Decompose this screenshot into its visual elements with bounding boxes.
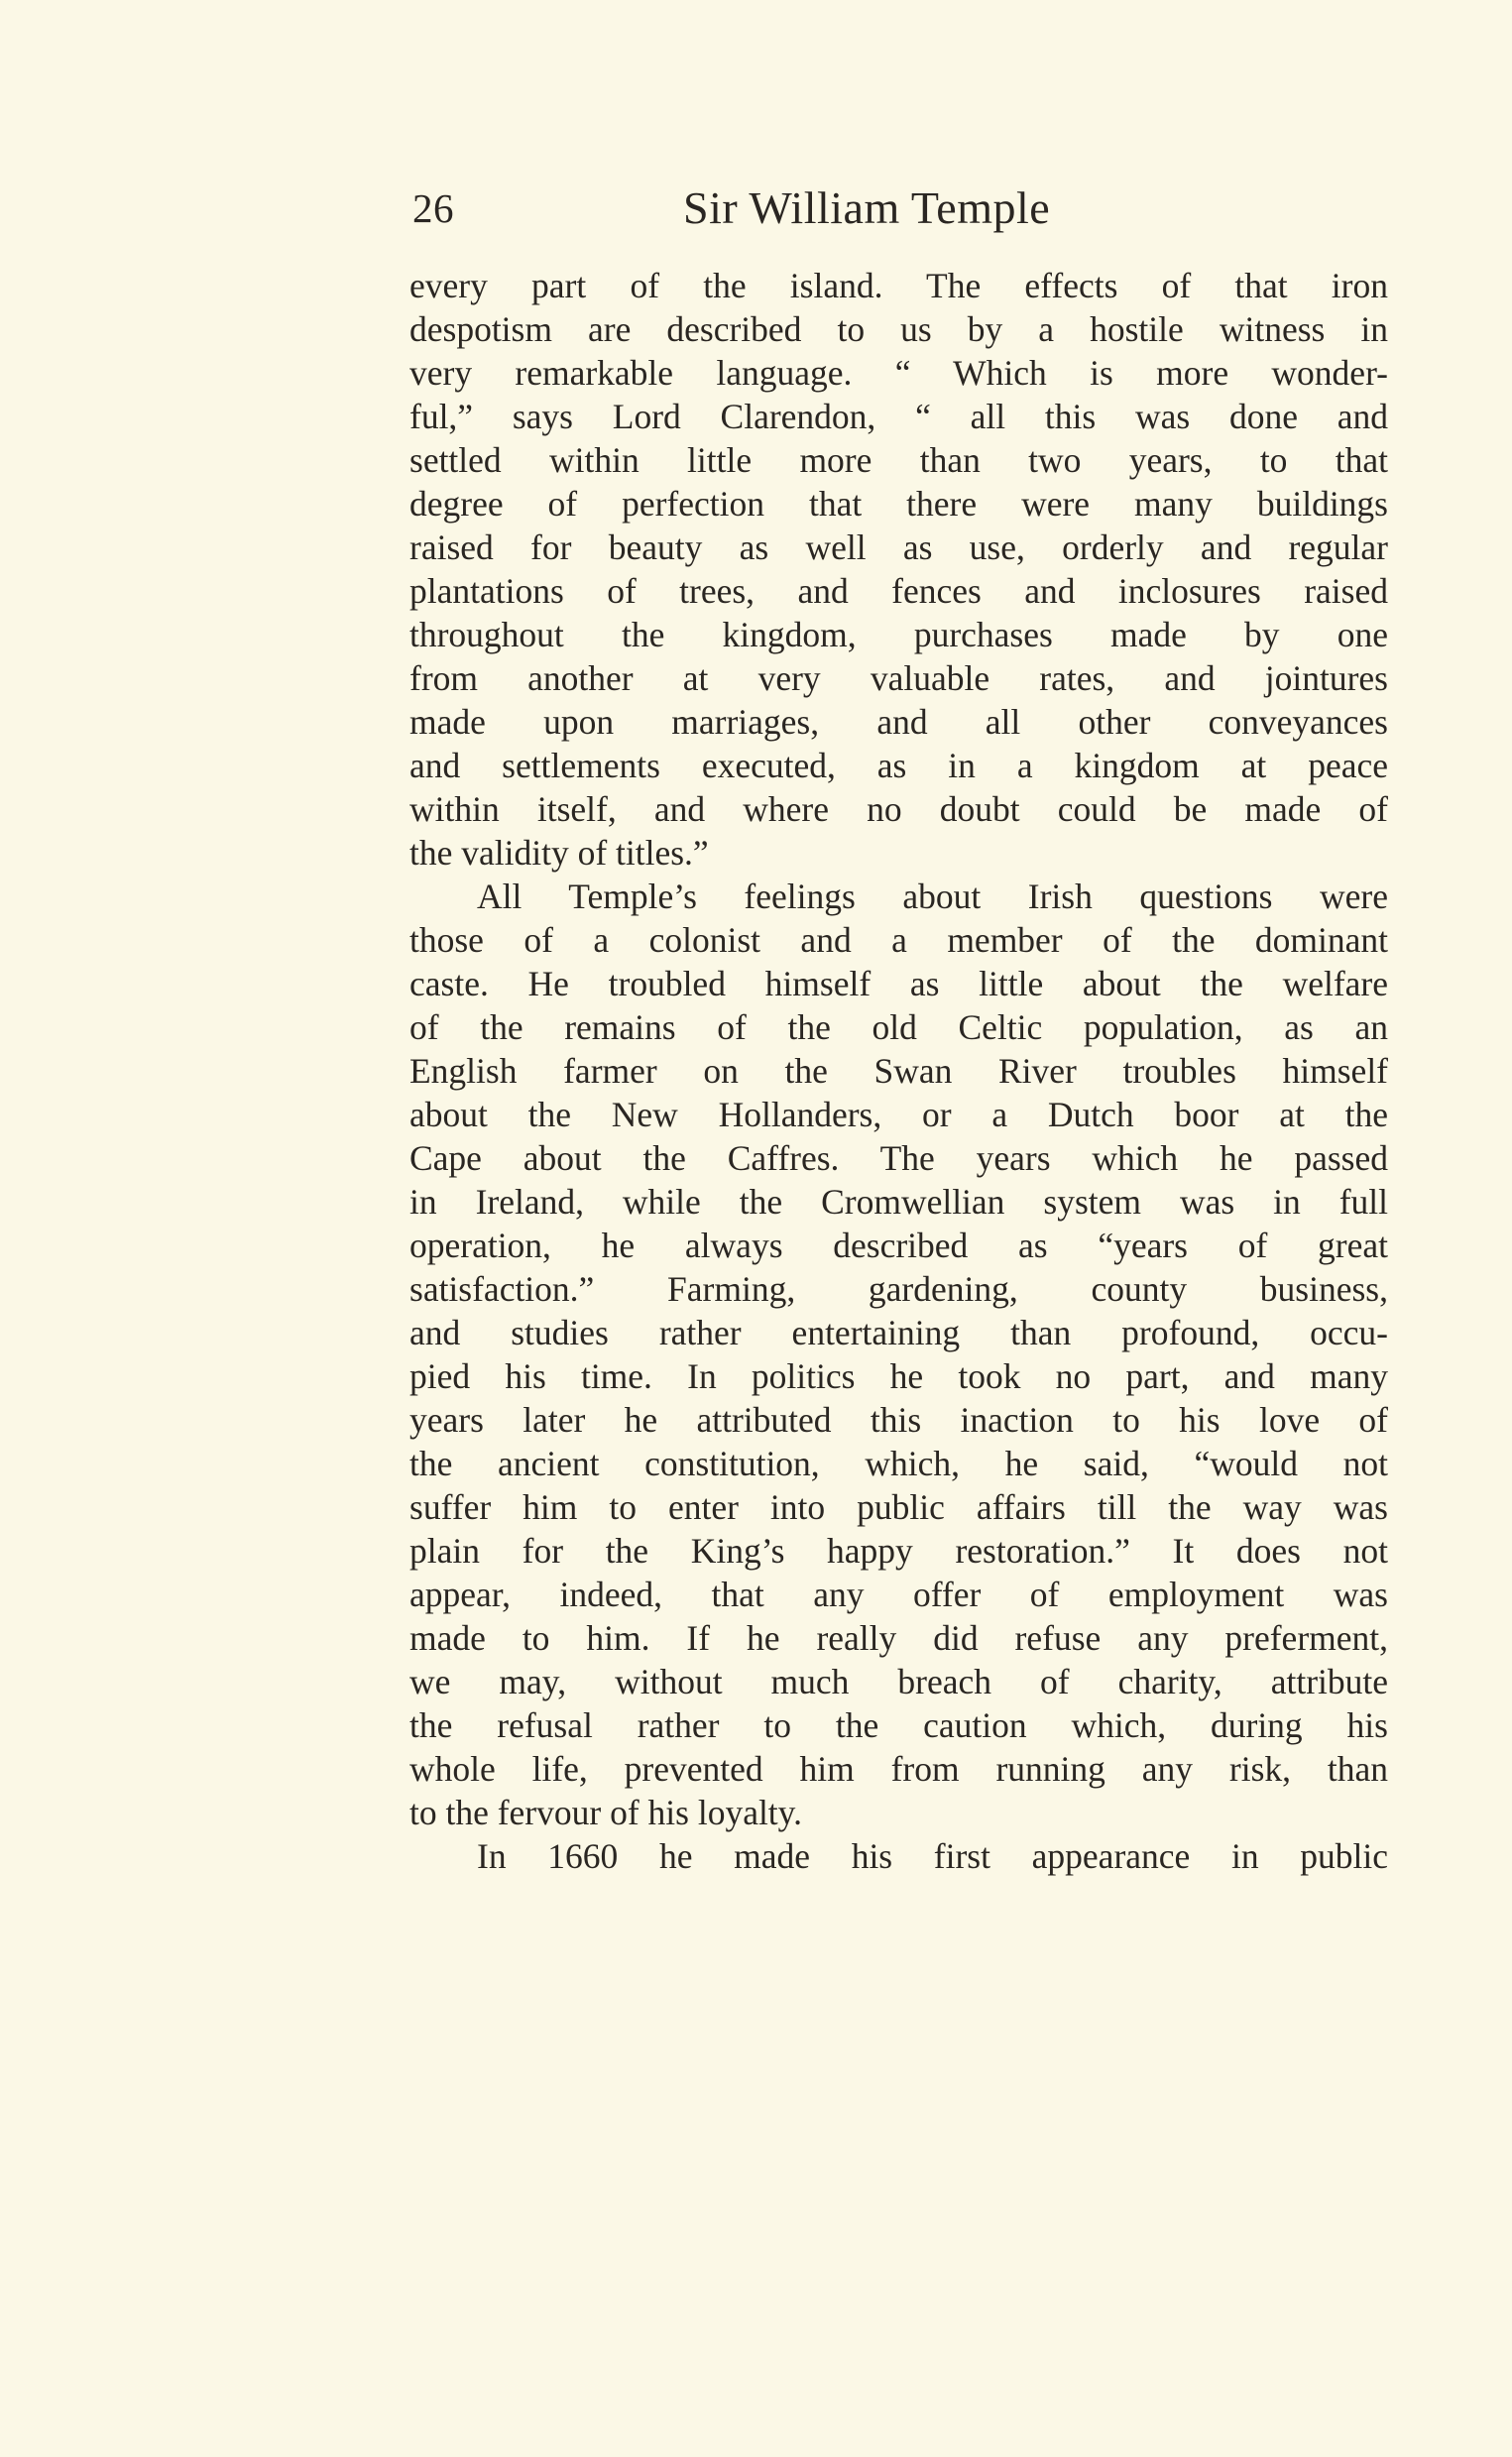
text-line: those of a colonist and a member of the dominant (409, 920, 1388, 960)
text-line: despotism are described to us by a hostile witness in (409, 309, 1388, 349)
text-line: throughout the kingdom, purchases made by one (409, 615, 1388, 654)
text-line: In 1660 he made his first appearance in public (477, 1836, 1388, 1876)
page-header (412, 178, 1384, 238)
text-line: plantations of trees, and fences and inclosures raised (409, 571, 1388, 611)
text-line: operation, he always described as “years of great (409, 1226, 1388, 1265)
text-line: caste. He troubled himself as little about the welfare (409, 964, 1388, 1003)
text-line: of the remains of the old Celtic population, as an (409, 1007, 1388, 1047)
text-line: to the fervour of his loyalty. (409, 1793, 802, 1832)
text-line: in Ireland, while the Cromwellian system was in full (409, 1182, 1388, 1222)
text-line: plain for the King’s happy restoration.” It does not (409, 1531, 1388, 1571)
page-number: 26 (412, 185, 454, 231)
text-line: years later he attributed this inaction to his love of (409, 1400, 1388, 1440)
text-line: ful,” says Lord Clarendon, “ all this was done and (409, 397, 1388, 436)
text-line: the refusal rather to the caution which, during his (409, 1705, 1388, 1745)
text-line: and settlements executed, as in a kingdom at peace (409, 746, 1388, 785)
text-line: within itself, and where no doubt could be made of (409, 789, 1388, 829)
running-title: Sir William Temple (683, 182, 1051, 233)
text-line: satisfaction.” Farming, gardening, county business, (409, 1269, 1388, 1309)
text-line: whole life, prevented him from running any risk, than (409, 1749, 1388, 1789)
text-line: settled within little more than two years, to that (409, 440, 1388, 480)
text-line: from another at very valuable rates, and jointures (409, 658, 1388, 698)
body-text (409, 264, 1388, 1878)
text-line: appear, indeed, that any offer of employment was (409, 1575, 1388, 1614)
text-line: the validity of titles.” (409, 833, 709, 873)
text-line: pied his time. In politics he took no part, and many (409, 1356, 1388, 1396)
text-line: we may, without much breach of charity, attribute (409, 1662, 1388, 1701)
text-line: suffer him to enter into public affairs till the way was (409, 1487, 1388, 1527)
text-line: raised for beauty as well as use, orderly and regular (409, 527, 1388, 567)
text-line: English farmer on the Swan River troubles himself (409, 1051, 1388, 1091)
text-line: made to him. If he really did refuse any preferment, (409, 1618, 1388, 1658)
text-line: very remarkable language. “ Which is more wonder- (409, 353, 1388, 393)
text-line: about the New Hollanders, or a Dutch boor at the (409, 1095, 1388, 1134)
text-line: every part of the island. The effects of that iron (409, 266, 1388, 305)
text-line: degree of perfection that there were many buildings (409, 484, 1388, 524)
text-line: and studies rather entertaining than profound, occu- (409, 1313, 1388, 1352)
text-line: Cape about the Caffres. The years which he passed (409, 1138, 1388, 1178)
text-line: made upon marriages, and all other conveyances (409, 702, 1388, 742)
text-line: All Temple’s feelings about Irish questions were (477, 877, 1388, 916)
text-line: the ancient constitution, which, he said, “would not (409, 1444, 1388, 1483)
